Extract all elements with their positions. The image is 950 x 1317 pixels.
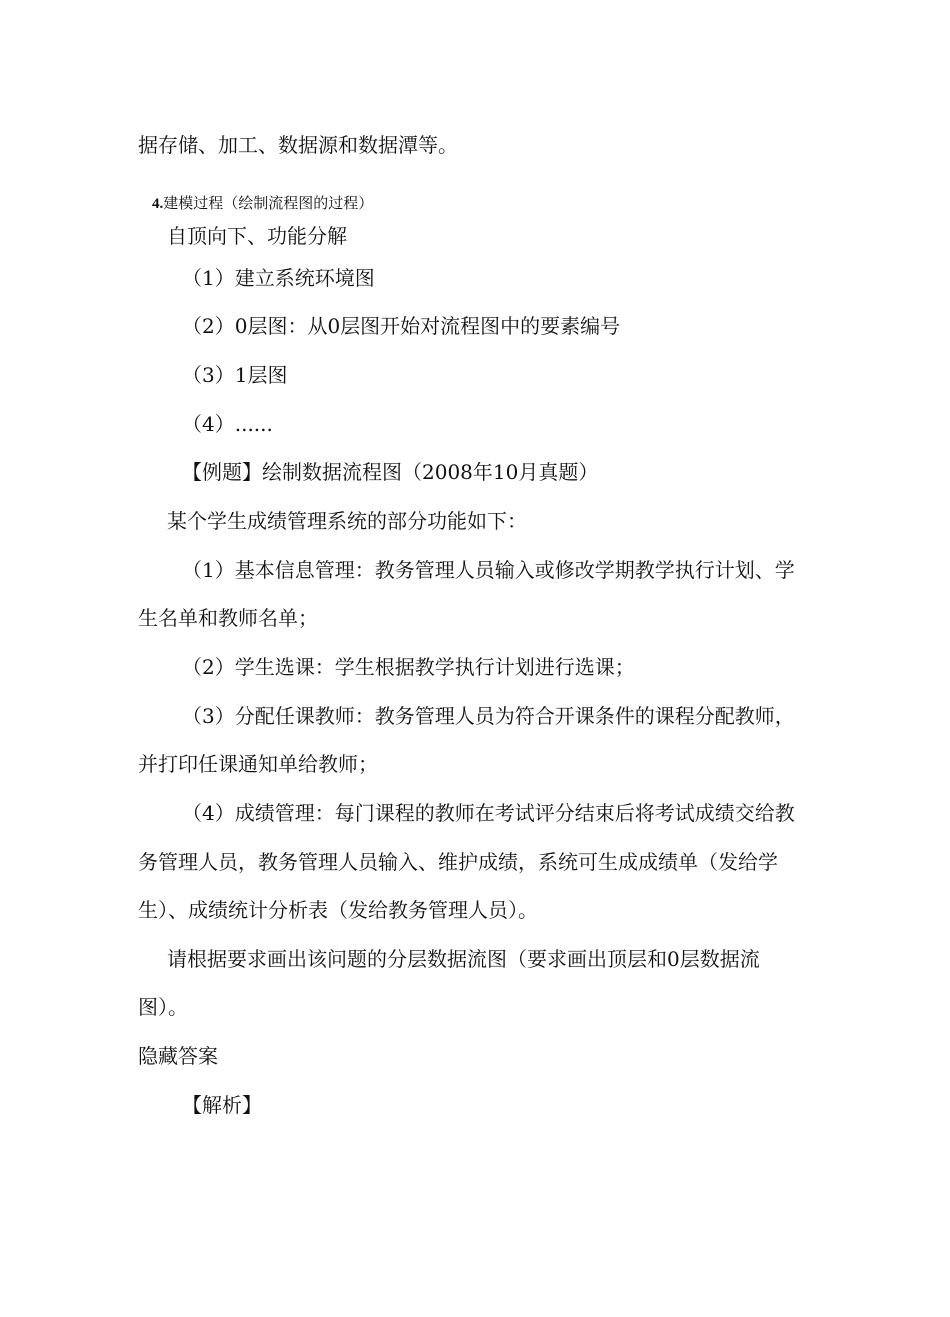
paragraph-line: 务管理人员，教务管理人员输入、维护成绩，系统可生成成绩单（发给学 (138, 850, 778, 874)
paragraph-line: （3）分配任课教师：教务管理人员为符合开课条件的课程分配教师， (182, 704, 795, 728)
analysis-label: 【解析】 (182, 1093, 262, 1117)
paragraph-line: 请根据要求画出该问题的分层数据流图（要求画出顶层和0层数据流 (167, 947, 760, 971)
hide-answer-link[interactable]: 隐藏答案 (138, 1044, 218, 1068)
paragraph-line: 图）。 (138, 995, 188, 1019)
list-item: （2）0层图：从0层图开始对流程图中的要素编号 (182, 314, 621, 338)
paragraph-line: 自顶向下、功能分解 (167, 224, 347, 248)
paragraph-line: 生名单和教师名单； (138, 606, 318, 630)
list-item: （1）建立系统环境图 (182, 266, 375, 290)
list-item: （3）1层图 (182, 363, 288, 387)
list-item: （4）...... (182, 412, 273, 436)
paragraph-line: （4）成绩管理：每门课程的教师在考试评分结束后将考试成绩交给教 (182, 801, 795, 825)
paragraph-line: 生）、成绩统计分析表（发给教务管理人员）。 (138, 898, 538, 922)
example-title: 【例题】绘制数据流程图（2008年10月真题） (182, 460, 599, 484)
section-heading-number: 4. (152, 196, 164, 212)
paragraph-line: 并打印任课通知单给教师； (138, 752, 378, 776)
paragraph-line: 某个学生成绩管理系统的部分功能如下： (167, 509, 527, 533)
section-heading-text: 建模过程（绘制流程图的过程） (163, 194, 374, 212)
paragraph-line: （1）基本信息管理：教务管理人员输入或修改学期教学执行计划、学 (182, 558, 795, 582)
paragraph-line: （2）学生选课：学生根据教学执行计划进行选课； (182, 655, 635, 679)
paragraph-line: 据存储、加工、数据源和数据潭等。 (138, 133, 458, 157)
section-heading (152, 192, 373, 215)
